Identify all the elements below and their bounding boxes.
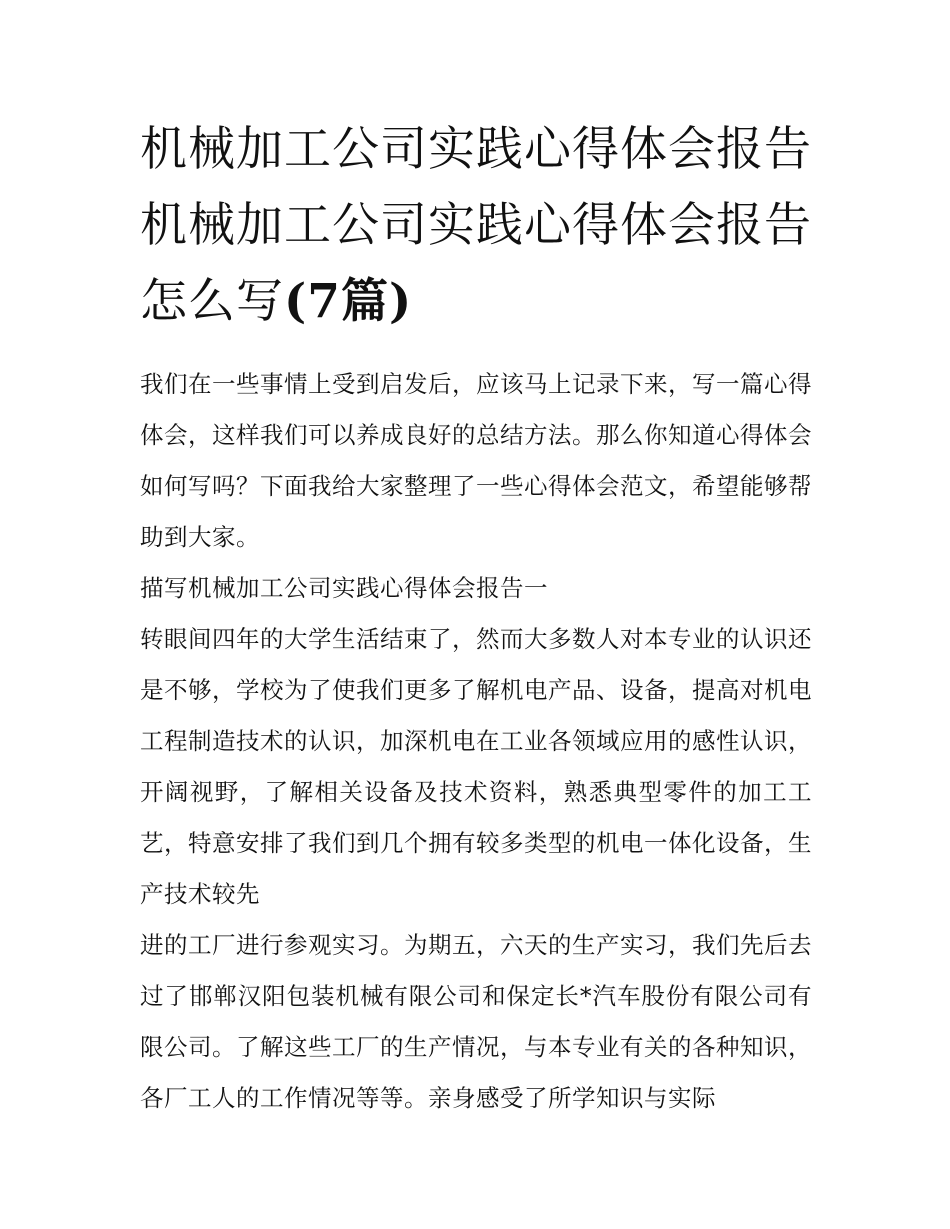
intro-paragraph: 我们在一些事情上受到启发后，应该马上记录下来，写一篇心得体会，这样我们可以养成良好的总结方法。那么你知道心得体会如何写吗？下面我给大家整理了一些心得体会范文，希望能够帮助到大家。 (140, 370, 812, 551)
body-paragraph: 转眼间四年的大学生活结束了，然而大多数人对本专业的认识还是不够，学校为了使我们更多了解机电产品、设备，提高对机电工程制造技术的认识，加深机电在工业各领域应用的感性认识，开阔视野，了解相关设备及技术资料，熟悉典型零件的加工工艺，特意安排了我们到几个拥有较多类型的机电一体化设备，生产技术较先 (140, 625, 812, 908)
document-page (140, 112, 812, 1124)
body-paragraph: 进的工厂进行参观实习。为期五，六天的生产实习，我们先后去过了邯郸汉阳包装机械有限公司和保定长*汽车股份有限公司有限公司。了解这些工厂的生产情况，与本专业有关的各种知识，各厂工人的工作情况等等。亲身感受了所学知识与实际 (140, 931, 812, 1112)
document-title (140, 112, 812, 340)
title-main-text: 机械加工公司实践心得体会报告 机械加工公司实践心得体会报告怎么写 (140, 122, 812, 329)
section-heading: 描写机械加工公司实践心得体会报告一 (140, 574, 548, 602)
document-body (140, 359, 812, 1124)
title-suffix-text: (7篇) (284, 274, 413, 329)
